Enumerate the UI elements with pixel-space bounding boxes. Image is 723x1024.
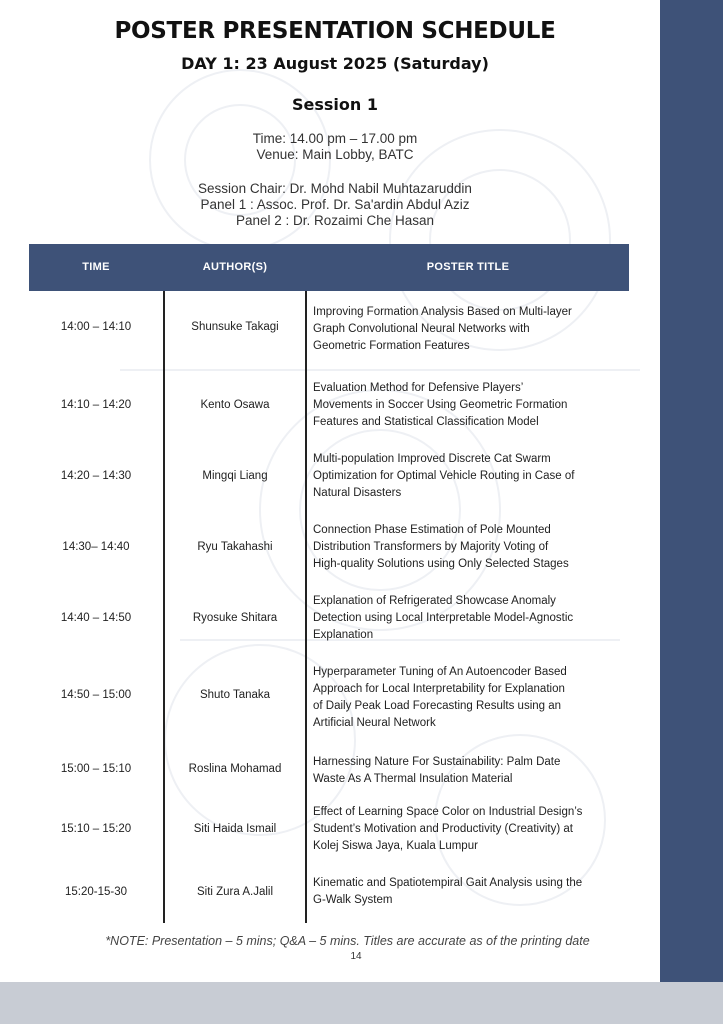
row-poster-title [313, 804, 629, 855]
row-time: 14:30– 14:40 [62, 541, 130, 553]
row-poster-title [313, 754, 629, 788]
row-time: 15:00 – 15:10 [60, 763, 132, 775]
title-line: Artificial Neural Network [313, 717, 436, 729]
row-time: 15:10 – 15:20 [60, 823, 132, 835]
row-time: 14:20 – 14:30 [60, 470, 132, 482]
title-line: Kinematic and Spatiotempiral Gait Analysis using the [313, 877, 583, 889]
row-author: Siti Haida Ismail [193, 823, 277, 835]
session-time-venue [0, 131, 670, 163]
title-line: Optimization for Optimal Vehicle Routing in Case of [313, 470, 575, 482]
session-title: Session 1 [292, 95, 378, 114]
session-time: Time: 14.00 pm – 17.00 pm [252, 131, 418, 146]
title-line: of Daily Peak Load Forecasting Results using an [313, 700, 562, 712]
header-poster-title: POSTER TITLE [426, 261, 510, 273]
header-authors: AUTHOR(S) [202, 261, 268, 273]
row-time: 15:20-15-30 [64, 886, 128, 898]
panel-2: Panel 2 : Dr. Rozaimi Che Hasan [235, 213, 435, 228]
title-line: Multi-population Improved Discrete Cat Swarm [313, 453, 551, 465]
row-poster-title [313, 593, 629, 644]
title-line: High-quality Solutions using Only Selected Stages [313, 558, 569, 570]
row-author: Kento Osawa [200, 399, 270, 411]
title-line: Kolej Siswa Jaya, Kuala Lumpur [313, 840, 478, 852]
title-line: Improving Formation Analysis Based on Multi-layer [313, 306, 572, 318]
header-time: TIME [82, 261, 110, 273]
title-line: Waste As A Thermal Insulation Material [313, 773, 513, 785]
session-panel-info [0, 181, 670, 229]
session-chair: Session Chair: Dr. Mohd Nabil Muhtazaruddin [198, 181, 472, 196]
title-line: Evaluation Method for Defensive Players’ [313, 382, 524, 394]
row-author: Ryosuke Shitara [192, 612, 278, 624]
row-poster-title [313, 522, 629, 573]
row-author: Shunsuke Takagi [191, 321, 279, 333]
row-poster-title [313, 664, 629, 732]
day-title: DAY 1: 23 August 2025 (Saturday) [181, 54, 489, 73]
footnote: *NOTE: Presentation – 5 mins; Q&A – 5 mins. Titles are accurate as of the printing date [105, 934, 590, 948]
session-venue: Venue: Main Lobby, BATC [256, 147, 414, 162]
table-header [29, 244, 629, 291]
row-author: Ryu Takahashi [197, 541, 273, 553]
title-line: Hyperparameter Tuning of An Autoencoder Based [313, 666, 567, 678]
title-line: Features and Statistical Classification Model [313, 416, 539, 428]
page-title: POSTER PRESENTATION SCHEDULE [114, 18, 556, 44]
title-line: Student’s Motivation and Productivity (Creativity) at [313, 823, 573, 835]
title-line: Detection using Local Interpretable Model-Agnostic [313, 612, 574, 624]
row-poster-title [313, 451, 629, 502]
row-time: 14:50 – 15:00 [60, 689, 132, 701]
title-line: Explanation [313, 629, 374, 641]
title-line: Movements in Soccer Using Geometric Formation [313, 399, 568, 411]
title-line: Graph Convolutional Neural Networks with [313, 323, 530, 335]
title-line: Explanation of Refrigerated Showcase Anomaly [313, 595, 556, 607]
title-line: Natural Disasters [313, 487, 402, 499]
row-author: Roslina Mohamad [188, 763, 282, 775]
title-line: Approach for Local Interpretability for Explanation [313, 683, 565, 695]
row-time: 14:10 – 14:20 [60, 399, 132, 411]
bottom-decorative-band [0, 982, 723, 1024]
title-line: Geometric Formation Features [313, 340, 470, 352]
title-line: Distribution Transformers by Majority Voting of [313, 541, 549, 553]
row-author: Mingqi Liang [202, 470, 268, 482]
title-line: Effect of Learning Space Color on Industrial Design’s [313, 806, 583, 818]
row-author: Shuto Tanaka [199, 689, 271, 701]
title-line: Connection Phase Estimation of Pole Mounted [313, 524, 551, 536]
row-author: Siti Zura A.Jalil [196, 886, 274, 898]
row-time: 14:00 – 14:10 [60, 321, 132, 333]
title-line: G-Walk System [313, 894, 393, 906]
row-time: 14:40 – 14:50 [60, 612, 132, 624]
panel-1: Panel 1 : Assoc. Prof. Dr. Sa'ardin Abdul Aziz [200, 197, 470, 212]
row-poster-title [313, 875, 629, 909]
row-poster-title [313, 380, 629, 431]
title-line: Harnessing Nature For Sustainability: Palm Date [313, 756, 561, 768]
column-divider [305, 291, 307, 923]
page-number: 14 [350, 951, 362, 962]
row-poster-title [313, 304, 629, 355]
